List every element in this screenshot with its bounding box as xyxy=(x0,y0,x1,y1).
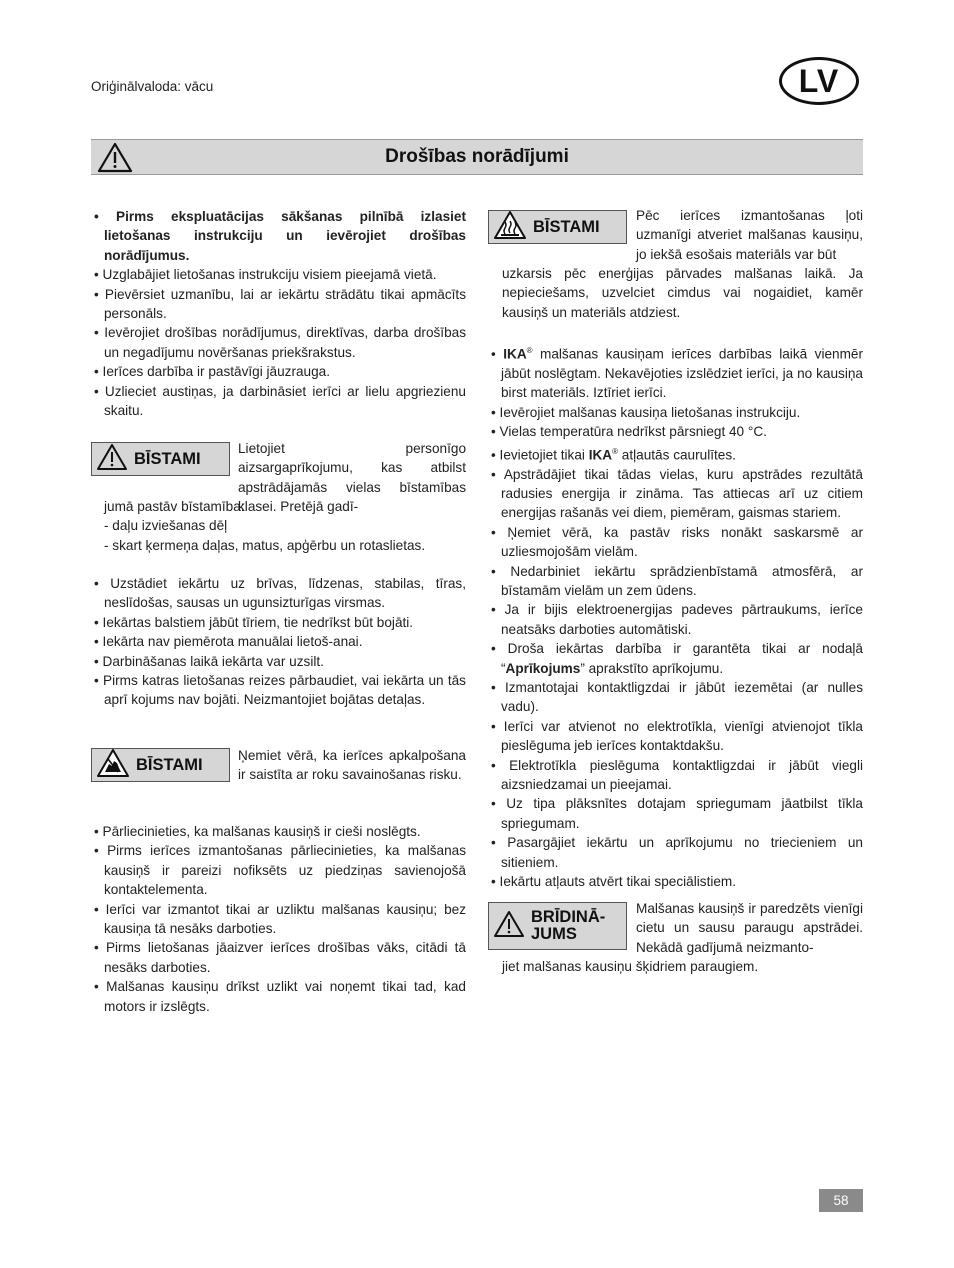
list-item: • Pirms ekspluatācijas sākšanas pilnībā izlasiet lietošanas instrukciju un ievērojiet drošības norādījumus. xyxy=(94,209,466,263)
list-item: • Ierīci var izmantot tikai ar uzliktu malšanas kausiņu; bez kausiņa tā nesāks darboties. xyxy=(94,901,466,937)
list-item: • Apstrādājiet tikai tādas vielas, kuru apstrādes rezultātā radusies energija ir zināma. Tas attiecas arī uz citiem energijas rašanās vei diem, piemēram, gaismas stariem. xyxy=(491,466,863,521)
list-item: • Izmantotajai kontaktligzdai ir jābūt iezemētai (ar nulles vadu). xyxy=(491,679,863,715)
danger-box-hand xyxy=(91,748,230,782)
list-item: • Iekārtas balstiem jābūt tīriem, tie nedrīkst būt bojāti. xyxy=(94,614,414,630)
list-item: • Ievietojiet tikai IKA® atļautās caurulītes. xyxy=(491,446,736,463)
caution-label: BRĪDINĀ- JUMS xyxy=(531,908,606,943)
list-item: • Ierīci var atvienot no elektrotīkla, vienīgi atvienojot tīkla pieslēguma jeb ierīces kontaktdakšu. xyxy=(491,718,863,754)
warning-triangle-icon xyxy=(493,910,525,943)
list-item: • Ņemiet vērā, ka pastāv risks nonākt saskarsmē ar uzliesmojošām vielām. xyxy=(491,524,863,560)
list-item: • Uzglabājiet lietošanas instrukciju visiem pieejamā vietā. xyxy=(94,267,437,283)
list-item: • Uzstādiet iekārtu uz brīvas, līdzenas, stabilas, tīras, neslīdošas, sausas un ugunsizturīgas virsmas. xyxy=(94,576,466,611)
list-item: • Uzlieciet austiņas, ja darbināsiet ierīci ar lielu apgriezienu skaitu. xyxy=(94,383,466,419)
caution-text-continued: jiet malšanas kausiņu šķidriem paraugiem. xyxy=(502,959,759,974)
list-item: • Ievērojiet drošības norādījumus, direktīvas, darba drošības un negadījumu novēršanas priekšrakstus. xyxy=(94,325,466,360)
list-item: • IKA® malšanas kausiņam ierīces darbības laikā vienmēr jābūt noslēgtam. Nekavējoties izslēdziet ierīci, ja no kausiņa birst materiāls. Iztīriet ierīci. xyxy=(491,346,863,401)
general-safety-list xyxy=(488,341,863,891)
caution-box xyxy=(488,902,627,950)
setup-list xyxy=(91,574,466,710)
list-item: • Pirms ierīces izmantošanas pārliecinieties, ka malšanas kausiņš ir pareizi nofiksēts uz piedziņas savienojošā kontaktelementa. xyxy=(94,843,466,898)
list-item: • Malšanas kausiņu drīkst uzlikt vai noņemt tikai tad, kad motors ir izslēgts. xyxy=(94,979,466,1014)
hot-surface-icon xyxy=(493,210,527,245)
danger-box-ppe xyxy=(91,442,230,476)
danger-label: BĪSTAMI xyxy=(136,755,203,774)
list-item: • Vielas temperatūra nedrīkst pārsniegt 40 °C. xyxy=(491,424,767,440)
list-item: • Iekārta nav piemērota manuālai lietoš-anai. xyxy=(94,634,363,650)
list-item: • Ierīces darbība ir pastāvīgi jāuzrauga. xyxy=(94,364,330,380)
danger-text-hand: Ņemiet vērā, ka ierīces apkalpošana ir saistīta ar roku savainošanas risku. xyxy=(238,748,466,783)
language-code-badge: LV xyxy=(779,57,859,105)
list-item: • Pirms katras lietošanas reizes pārbaudiet, vai iekārta un tās aprī kojums nav bojāti. Neizmantojiet bojātas detaļas. xyxy=(94,673,466,708)
list-item: • Pirms lietošanas jāaizver ierīces drošības vāks, citādi tā nesāks darboties. xyxy=(94,940,466,975)
danger-sub-item: - daļu izviešanas dēļ xyxy=(104,518,228,534)
list-item: • Pārliecinieties, ka malšanas kausiņš ir cieši noslēgts. xyxy=(94,824,421,839)
list-item: • Darbināšanas laikā iekārta var uzsilt. xyxy=(94,653,324,669)
list-item: • Elektrotīkla pieslēguma kontaktligzdai ir jābūt viegli aizsniedzamai un pieejamai. xyxy=(491,757,863,792)
danger-text-ppe-continued xyxy=(104,497,466,555)
danger-label: BĪSTAMI xyxy=(533,217,600,236)
list-item: • Ievērojiet malšanas kausiņa lietošanas instrukciju. xyxy=(491,404,801,420)
danger-label: BĪSTAMI xyxy=(134,449,201,468)
danger-text-hot: Pēc ierīces izmantošanas ļoti uzmanīgi atveriet malšanas kausiņu, jo iekšā esošais materiāls var būt xyxy=(636,208,863,262)
list-item: • Droša iekārtas darbība ir garantēta tikai ar nodaļā “Aprīkojums” aprakstīto aprīkojumu. xyxy=(491,641,863,676)
page-title: Drošības norādījumi xyxy=(385,146,569,167)
list-item: • Nedarbiniet iekārtu sprādzienbīstamā atmosfērā, ar bīstamām vielām un zem ūdens. xyxy=(491,563,863,598)
warning-triangle-icon xyxy=(96,443,128,476)
danger-text-hot-continued: uzkarsis pēc enerģijas pārvades malšanas laikā. Ja nepieciešams, uzvelciet cimdus vai nogaidiet, kamēr kausiņš un materiāls atdziest. xyxy=(502,266,863,320)
grinder-list xyxy=(91,822,466,1016)
caution-text: Malšanas kausiņš ir paredzēts vienīgi cietu un sausu paraugu apstrādei. Nekādā gadījumā neizmanto- xyxy=(636,901,863,955)
list-item: • Iekārtu atļauts atvērt tikai speciālistiem. xyxy=(491,874,737,890)
list-item: • Pievērsiet uzmanību, lai ar iekārtu strādātu tikai apmācīts personāls. xyxy=(94,286,466,322)
hand-injury-icon xyxy=(96,748,130,783)
section-title-bar xyxy=(91,139,863,175)
danger-sub-item: - skart ķermeņa daļas, matus, apģērbu un rotaslietas. xyxy=(104,537,426,553)
page-number: 58 xyxy=(819,1189,863,1212)
danger-text-line: jumā pastāv bīstamība: xyxy=(104,499,245,514)
danger-text-ppe: Lietojiet personīgo aizsargaprīkojumu, kas atbilst apstrādājamās vielas bīstamības klasei. Pretējā gadī- xyxy=(238,441,466,515)
list-item: • Uz tipa plāksnītes dotajam spriegumam jāatbilst tīkla spriegumam. xyxy=(491,796,863,831)
original-language-note: Oriģinālvaloda: vācu xyxy=(91,79,214,94)
list-item: • Pasargājiet iekārtu un aprīkojumu no triecieniem un sitieniem. xyxy=(491,835,863,870)
list-item: • Ja ir bijis elektroenergijas padeves pārtraukums, ierīce neatsāks darboties automātiski. xyxy=(491,602,863,637)
intro-list xyxy=(91,207,466,420)
danger-box-hot xyxy=(488,210,627,244)
